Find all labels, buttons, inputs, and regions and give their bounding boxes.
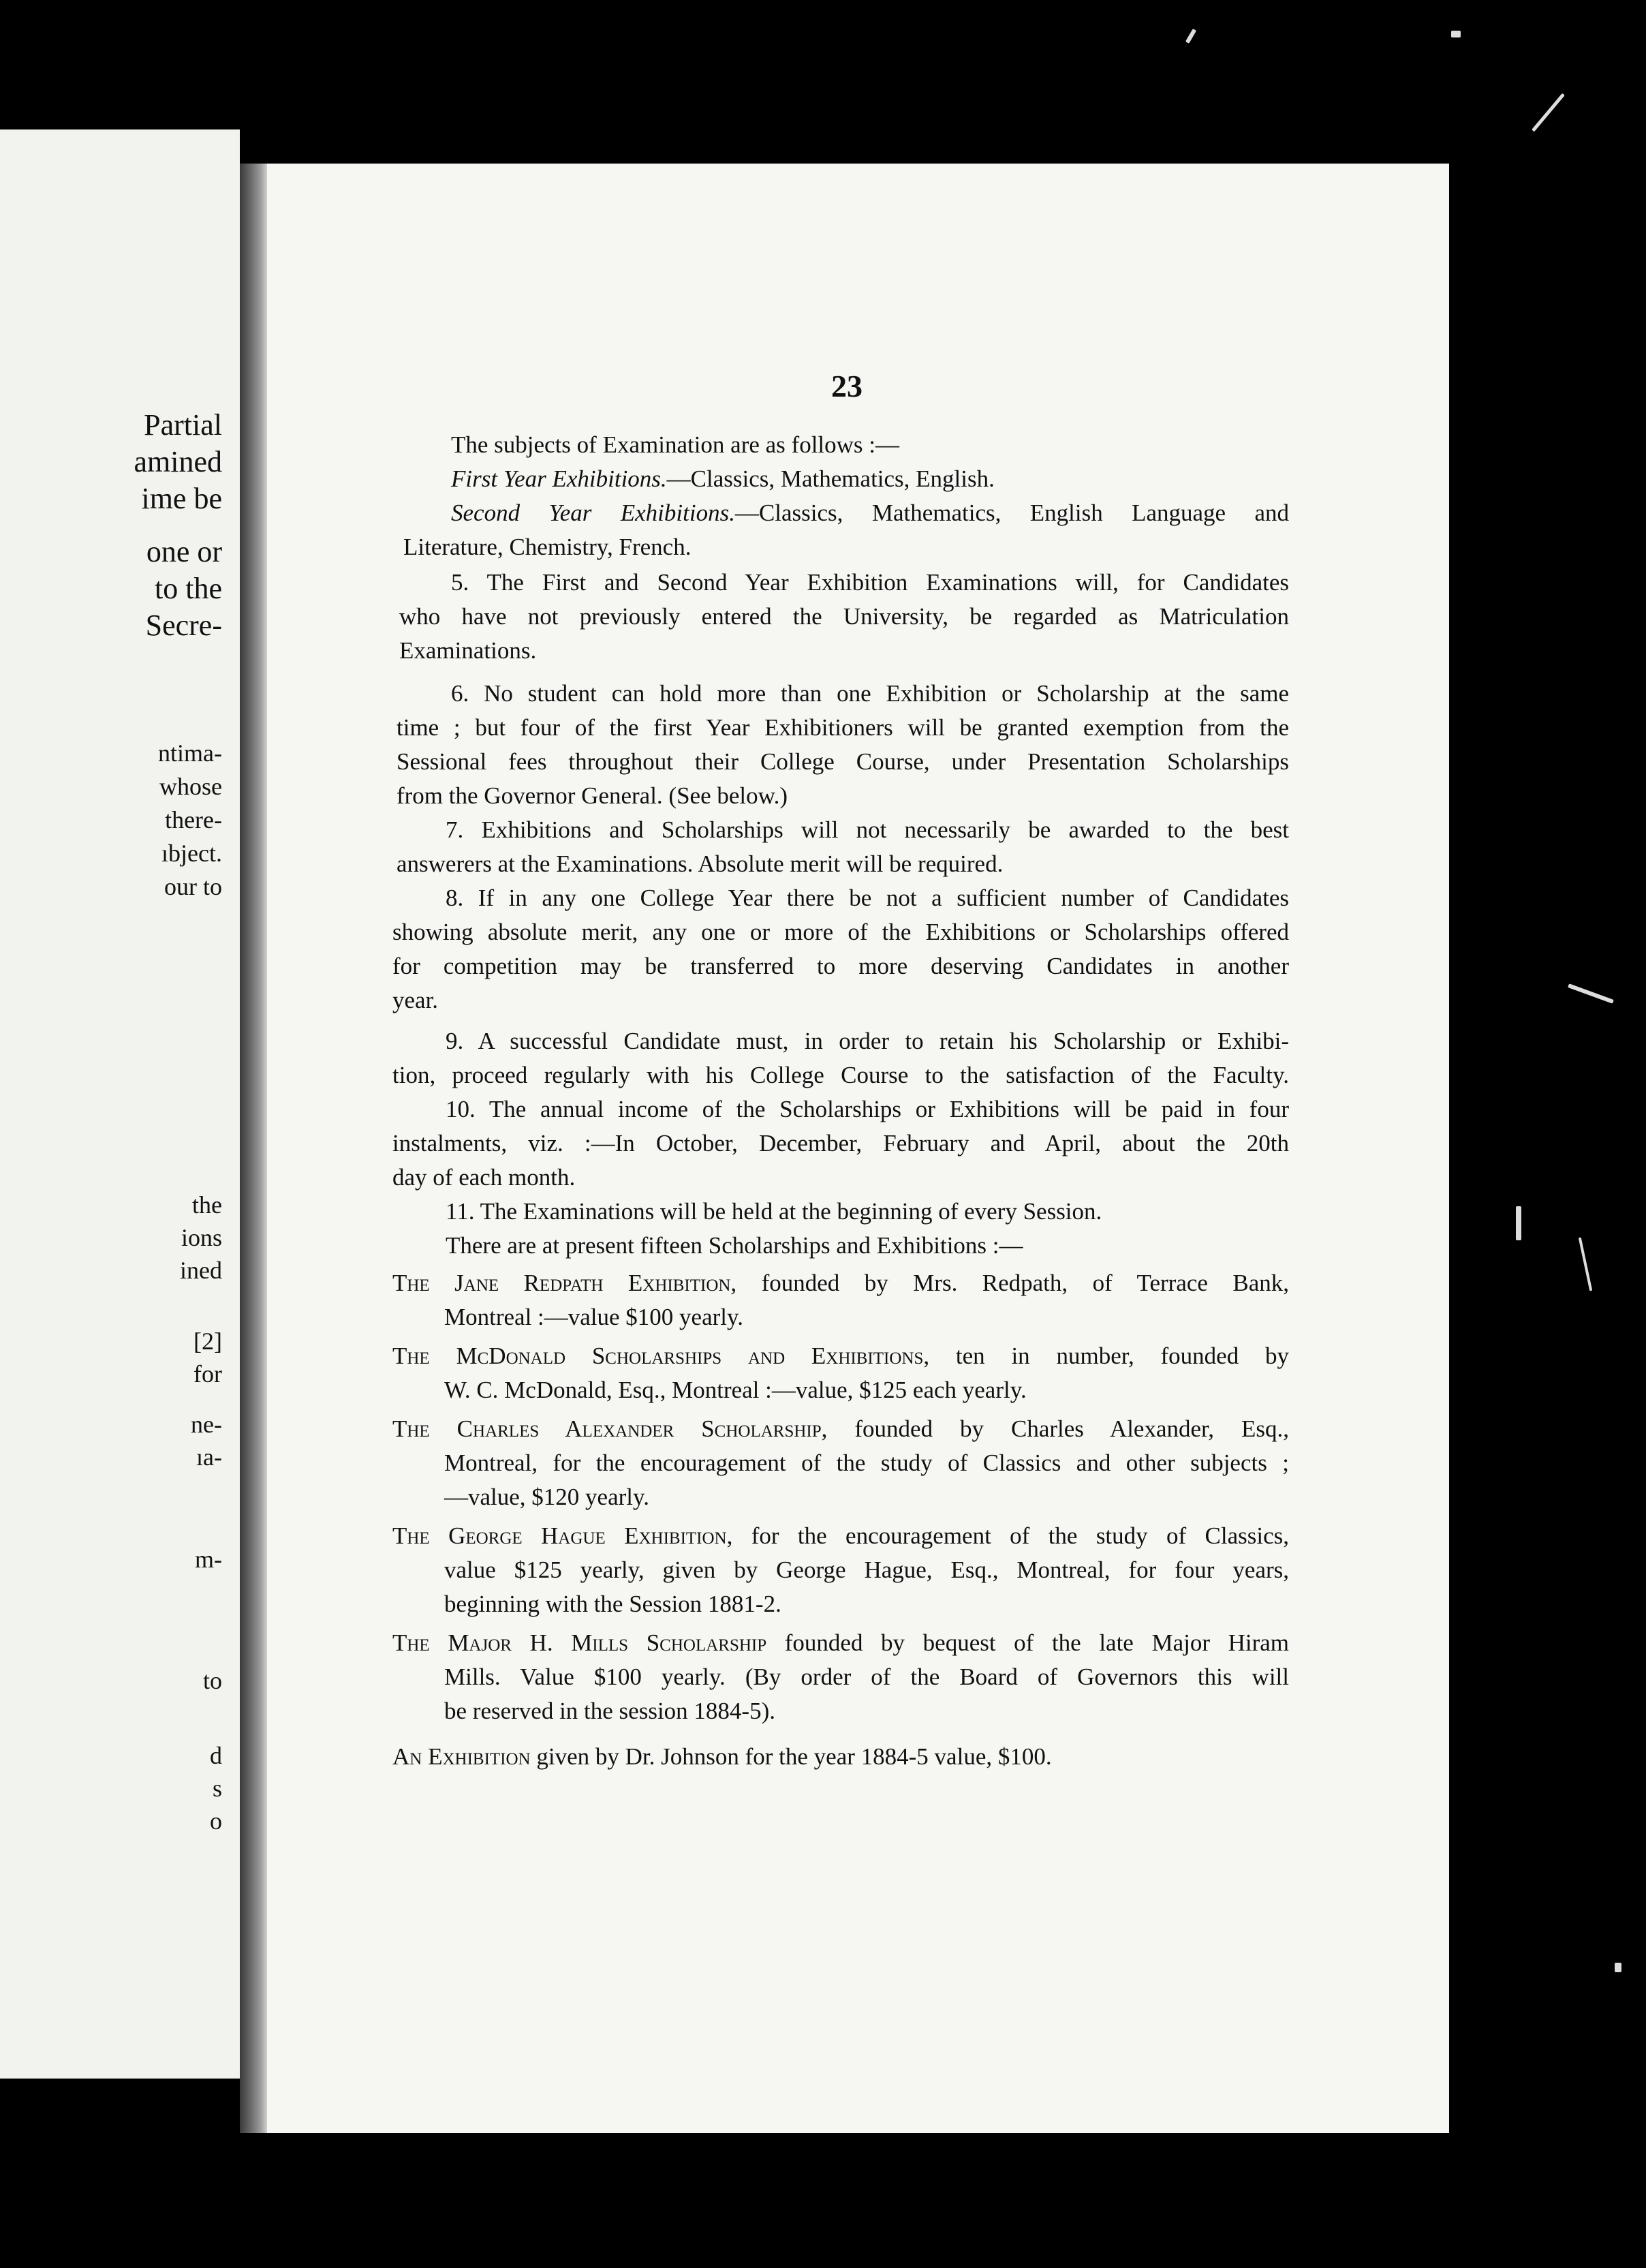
left-page-fragment: ntima- (158, 739, 222, 767)
left-page-fragment: there- (165, 806, 222, 833)
dust-speck (1185, 29, 1196, 44)
second-year-cont: Literature, Chemistry, French. (403, 534, 692, 560)
left-page-fragment: ıa- (196, 1443, 222, 1471)
award-text: ten in number, founded by (955, 1343, 1290, 1369)
left-page-fragment: ıbject. (161, 840, 222, 867)
left-page-fragment: the (192, 1191, 222, 1219)
intro-line: The subjects of Examination are as follows :— (451, 431, 900, 458)
book-gutter (240, 164, 267, 2133)
award-text: founded by Charles Alexander, Esq., (854, 1415, 1290, 1442)
award-line: be reserved in the session 1884-5). (444, 1698, 775, 1724)
para-11-line: 11. The Examinations will be held at the beginning of every Session. (446, 1198, 1102, 1225)
para-8-line: for competition may be transferred to more deserving Candidates in another (392, 953, 1289, 979)
para-10-line: 10. The annual income of the Scholarships or Exhibitions will be paid in four (446, 1096, 1289, 1122)
para-9-line: 9. A successful Candidate must, in order to retain his Scholarship or Exhibi- (446, 1028, 1289, 1054)
award-line: —value, $120 yearly. (444, 1484, 649, 1510)
award-name: The Charles Alexander Scholarship, (392, 1415, 828, 1442)
first-year-title: First Year Exhibitions. (451, 465, 667, 492)
award-name: The George Hague Exhibition, (392, 1522, 733, 1549)
award-line: value $125 yearly, given by George Hague, Esq., Montreal, for four years, (444, 1557, 1289, 1583)
para-10-line: day of each month. (392, 1164, 576, 1191)
left-page-fragment: for (193, 1360, 222, 1388)
left-page-fragment: m- (195, 1546, 222, 1573)
award-line: Montreal, for the encouragement of the study of Classics and other subjects ; (444, 1450, 1289, 1476)
dust-speck (1532, 93, 1565, 132)
left-page-fragment: our to (164, 873, 222, 900)
award-name: The Major H. Mills Scholarship (392, 1629, 767, 1656)
dust-speck (1615, 1963, 1621, 1972)
second-year-title: Second Year Exhibitions. (451, 500, 735, 526)
dust-speck (1579, 1237, 1593, 1291)
award-heading (392, 1631, 1289, 1655)
award-text: for the encouragement of the study of Classics, (751, 1522, 1290, 1549)
award-name: The Jane Redpath Exhibition, (392, 1270, 737, 1296)
para-8-line: showing absolute merit, any one or more of the Exhibitions or Scholarships offered (392, 919, 1289, 945)
para-6-line: 6. No student can hold more than one Exhibition or Scholarship at the same (451, 680, 1289, 707)
left-page-fragment: [2] (193, 1328, 222, 1355)
left-page-fragment: amined (134, 445, 222, 478)
award-text: given by Dr. Johnson for the year 1884-5 value, $100. (536, 1743, 1052, 1770)
left-page-fragment: ne- (191, 1411, 222, 1438)
left-page-fragment: Secre- (145, 609, 222, 642)
para-9-line: tion, proceed regularly with his College Course to the satisfaction of the Faculty. (392, 1062, 1289, 1088)
award-heading (392, 1344, 1289, 1368)
left-page-fragment: ined (180, 1257, 222, 1284)
dust-speck (1516, 1206, 1521, 1240)
award-line: beginning with the Session 1881-2. (444, 1591, 781, 1617)
first-year-line (451, 467, 995, 491)
left-page-fragment: d (210, 1742, 222, 1769)
para-6-line: time ; but four of the first Year Exhibitioners will be granted exemption from the (397, 714, 1289, 741)
award-text: founded by Mrs. Redpath, of Terrace Bank, (761, 1270, 1289, 1296)
award-line: Montreal :—value $100 yearly. (444, 1304, 743, 1330)
left-page-fragment: ime be (141, 482, 222, 515)
left-page-fragment: whose (159, 773, 222, 800)
left-page-fragment: o (210, 1807, 222, 1835)
left-page-fragment: one or (146, 535, 222, 568)
award-text: founded by bequest of the late Major Hiram (784, 1629, 1289, 1656)
para-8-line: 8. If in any one College Year there be not a sufficient number of Candidates (446, 885, 1289, 911)
left-page-fragment: s (212, 1775, 222, 1802)
page-number: 23 (831, 369, 863, 403)
para-5-line: 5. The First and Second Year Exhibition Examinations will, for Candidates (451, 569, 1289, 596)
dust-speck (1568, 983, 1614, 1004)
para-7-line: answerers at the Examinations. Absolute merit will be required. (397, 850, 1004, 877)
award-heading (392, 1745, 1052, 1768)
award-heading (392, 1524, 1289, 1548)
award-name: An Exhibition (392, 1743, 531, 1770)
left-page-fragment: Partial (144, 408, 222, 442)
para-7-line: 7. Exhibitions and Scholarships will not necessarily be awarded to the best (446, 816, 1289, 843)
dust-speck (1451, 31, 1461, 37)
para-6-line: from the Governor General. (See below.) (397, 782, 788, 809)
left-page-fragment: ions (181, 1224, 222, 1251)
award-name: The McDonald Scholarships and Exhibitions, (392, 1343, 930, 1369)
para-5-line: Examinations. (399, 637, 537, 664)
second-year-line (451, 501, 1289, 525)
left-page-fragment: to the (155, 572, 222, 605)
para-8-line: year. (392, 987, 439, 1013)
left-facing-page (0, 129, 240, 2079)
para-6-line: Sessional fees throughout their College Course, under Presentation Scholarships (397, 748, 1289, 775)
second-year-text: —Classics, Mathematics, English Language and (734, 500, 1289, 526)
award-line: Mills. Value $100 yearly. (By order of the Board of Governors this will (444, 1664, 1289, 1690)
left-page-fragment: to (202, 1667, 222, 1694)
para-5-line: who have not previously entered the University, be regarded as Matriculation (399, 603, 1289, 630)
award-line: W. C. McDonald, Esq., Montreal :—value, $125 each yearly. (444, 1377, 1027, 1403)
para-10-line: instalments, viz. :—In October, December, February and April, about the 20th (392, 1130, 1289, 1156)
present-line: There are at present fifteen Scholarships and Exhibitions :— (446, 1232, 1023, 1259)
first-year-text: —Classics, Mathematics, English. (666, 465, 995, 492)
award-heading (392, 1271, 1289, 1295)
main-page (267, 164, 1449, 2133)
award-heading (392, 1417, 1289, 1441)
